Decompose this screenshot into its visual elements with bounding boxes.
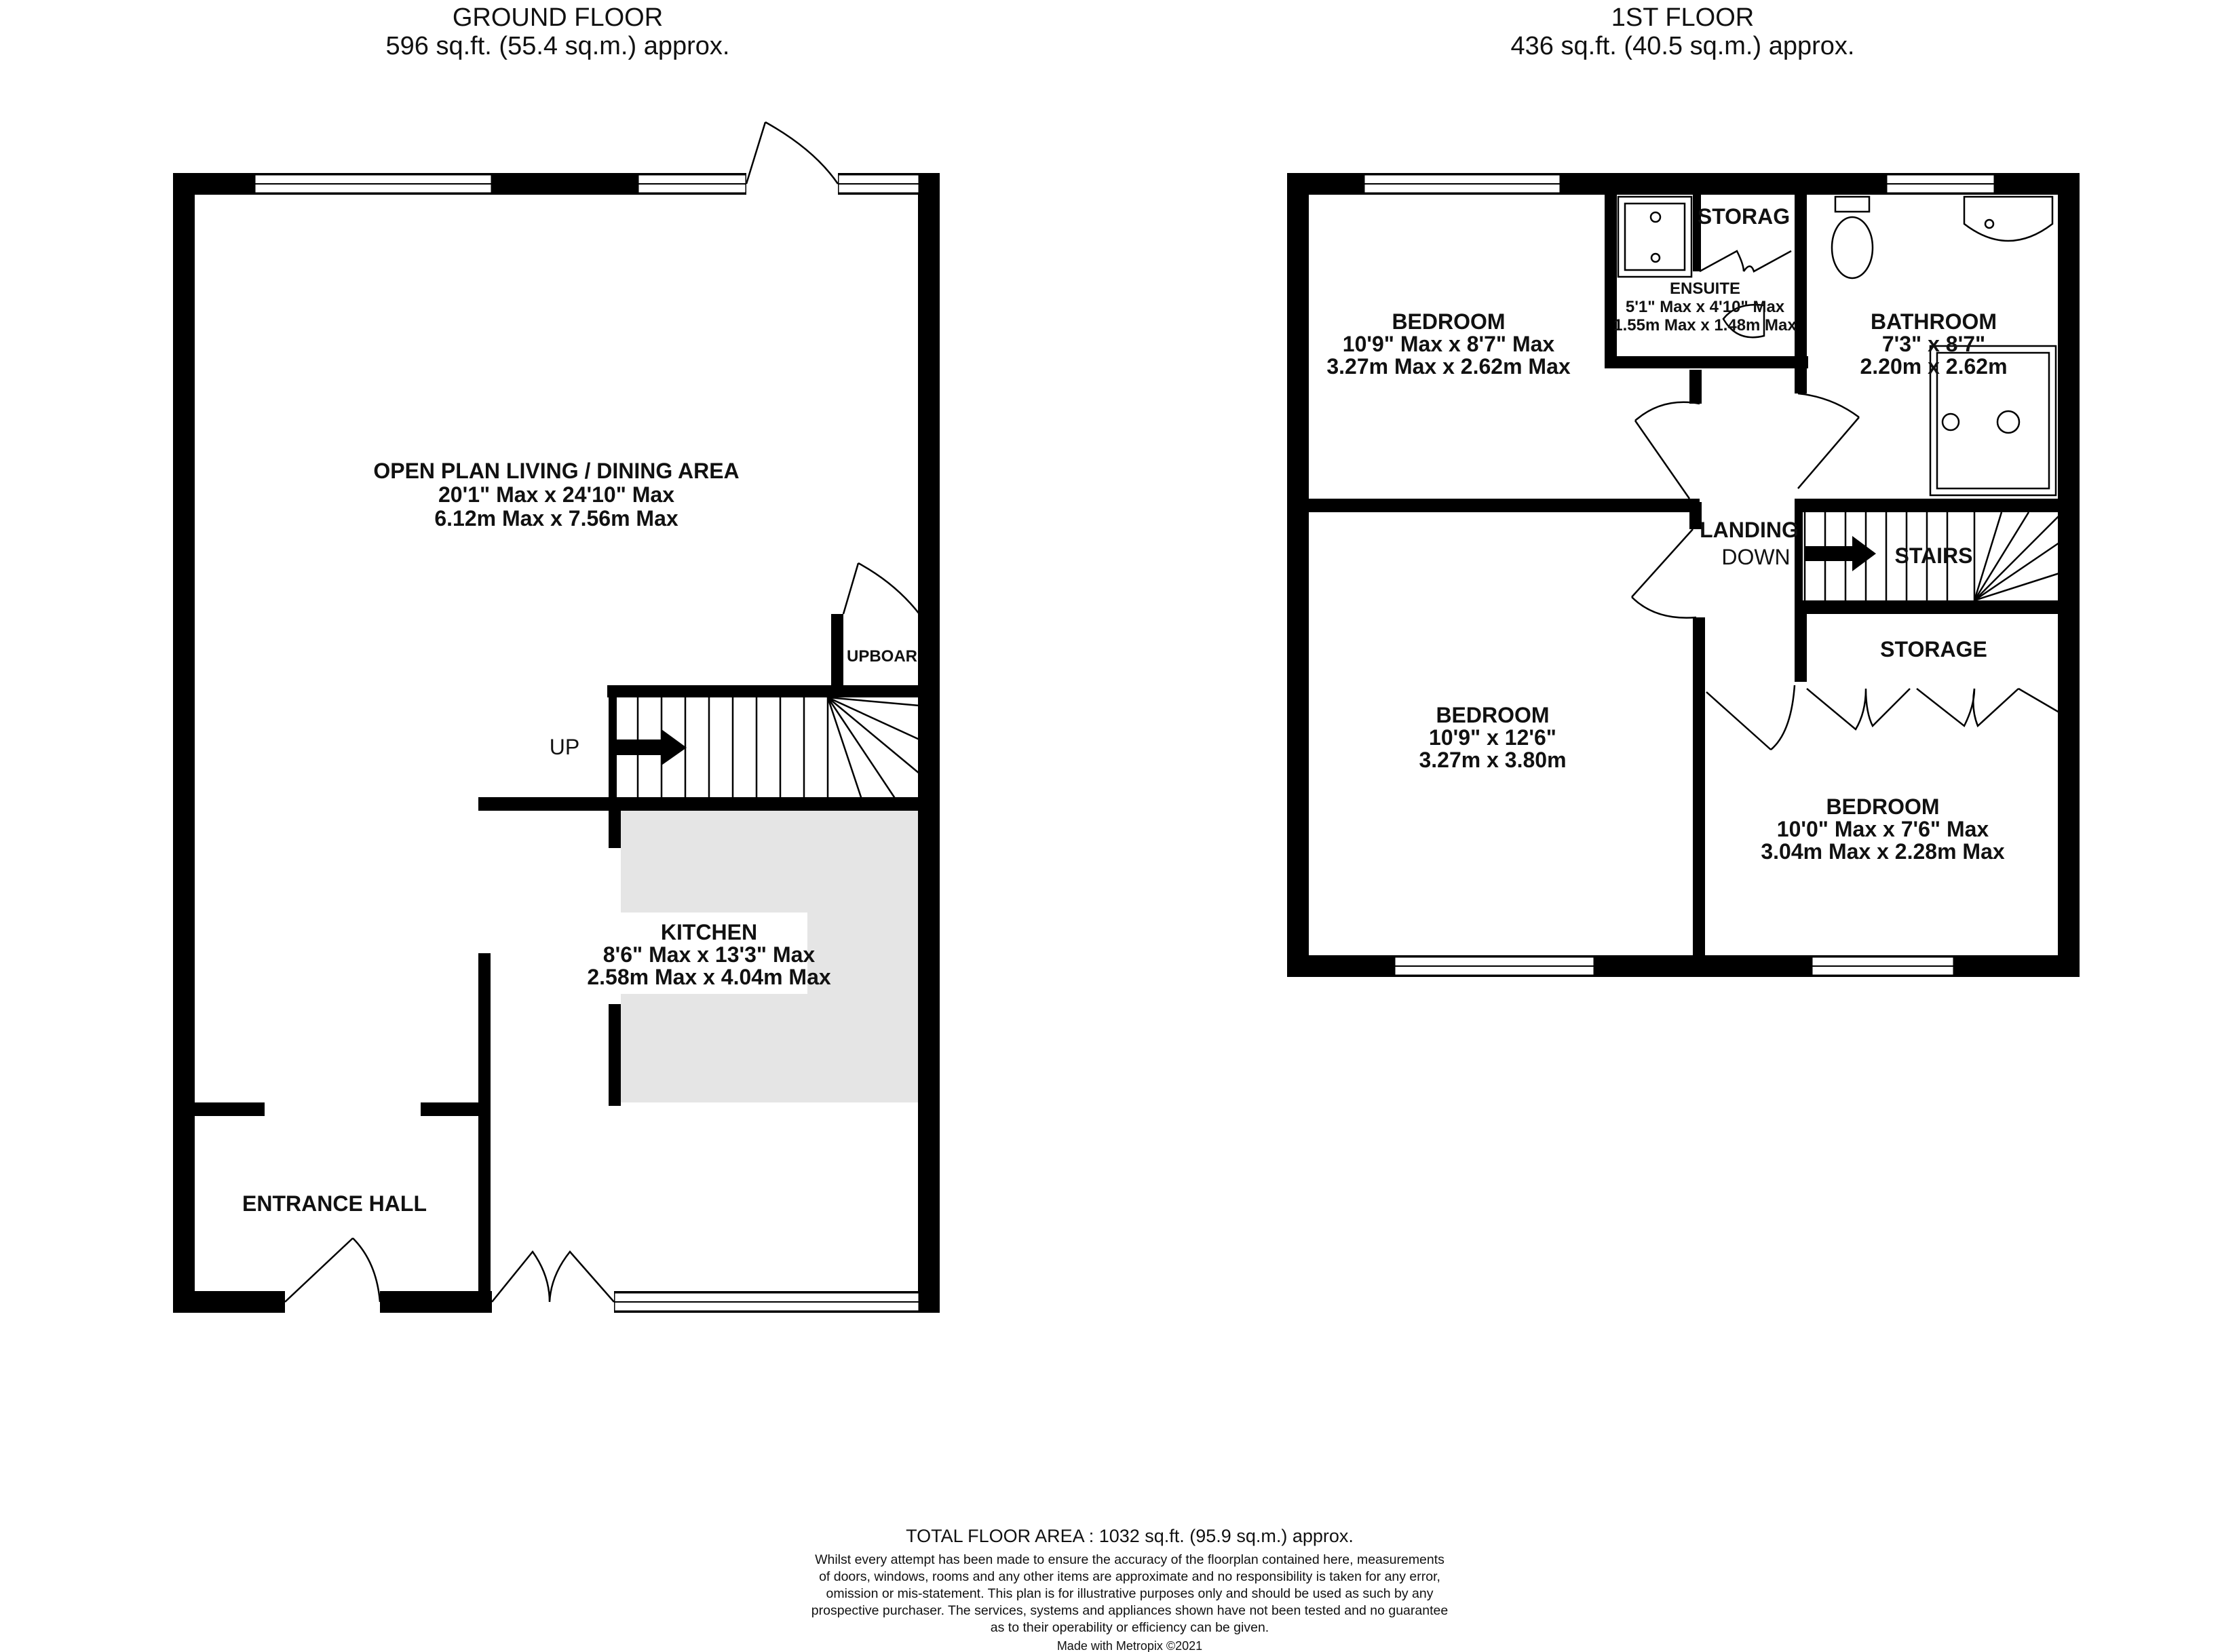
landing-down: DOWN (1721, 545, 1791, 569)
gf-hall-wall-top-left (193, 1102, 265, 1116)
ff-bedroom-divider (1306, 499, 1700, 512)
bedroom2-imperial: 10'9" x 12'6" (1429, 725, 1556, 750)
ff-landing-wall-left-top (1689, 370, 1702, 404)
ff-bedroom2-door (1632, 529, 1696, 618)
gf-stairs-up-label: UP (549, 735, 580, 759)
gf-area: 596 sq.ft. (55.4 sq.m.) approx. (385, 32, 730, 60)
bathroom-name: BATHROOM (1870, 309, 1997, 334)
ff-bathroom-sink (1964, 197, 2052, 241)
ff-bathroom-wall-bottom (1801, 499, 2073, 512)
disclaimer-line-3: omission or mis-statement. This plan is for illustrative purposes only and should be used as such by any (826, 1586, 1434, 1601)
kitchen-name: KITCHEN (660, 920, 758, 944)
gf-kitchen-wall-left (609, 804, 621, 848)
total-floor-area: TOTAL FLOOR AREA : 1032 sq.ft. (95.9 sq.m.) approx. (906, 1526, 1354, 1546)
gf-title: GROUND FLOOR (452, 3, 664, 32)
gf-stair-wall-top (607, 685, 923, 697)
metropix-credit: Made with Metropix ©2021 (1056, 1639, 1203, 1652)
bathroom-imperial: 7'3" x 8'7" (1881, 332, 1986, 356)
ff-storage-wall-left (1795, 604, 1807, 682)
ensuite-metric: 1.55m Max x 1.48m Max (1613, 316, 1797, 334)
kitchen-imperial: 8'6" Max x 13'3" Max (602, 942, 816, 967)
ff-bathroom-wall-left (1795, 190, 1807, 393)
ff-ensuite-storage-divider (1693, 190, 1701, 271)
storage-top-name: STORAG (1697, 204, 1791, 229)
storage-name: STORAGE (1880, 637, 1987, 661)
ff-stairs-post (1795, 499, 1803, 600)
hall-name: ENTRANCE HALL (242, 1191, 427, 1216)
disclaimer-line-2: of doors, windows, rooms and any other items are approximate and no responsibility is taken for any error, (819, 1569, 1440, 1584)
gf-hall-wall-right (478, 953, 491, 1299)
gf-right-wall (918, 173, 940, 1313)
ff-ensuite-wall-left (1605, 190, 1617, 366)
ff-storage-doors (1807, 689, 2059, 729)
kitchen-metric: 2.58m Max x 4.04m Max (587, 965, 831, 989)
ground-floor-plan (173, 122, 940, 1314)
gf-stair-arrow (614, 729, 687, 765)
bedroom1-imperial: 10'9" Max x 8'7" Max (1342, 332, 1555, 356)
bedroom1-name: BEDROOM (1392, 309, 1506, 334)
gf-left-wall (173, 173, 195, 1313)
ff-bedroom1-door (1635, 402, 1700, 499)
bathroom-metric: 2.20m x 2.62m (1860, 354, 2008, 379)
ff-title: 1ST FLOOR (1611, 3, 1755, 32)
ff-left-wall (1287, 173, 1309, 977)
ensuite-imperial: 5'1" Max x 4'10" Max (1625, 298, 1785, 316)
ff-bedroom3-door (1706, 685, 1795, 750)
ff-storage-top-doors (1700, 251, 1791, 271)
disclaimer-line-5: as to their operability or efficiency can be given. (990, 1620, 1269, 1635)
ensuite-name: ENSUITE (1669, 280, 1741, 298)
living-metric: 6.12m Max x 7.56m Max (434, 506, 678, 531)
living-name: OPEN PLAN LIVING / DINING AREA (373, 459, 740, 483)
ff-bathroom-door (1798, 393, 1859, 488)
cupboard-name: UPBOAR (846, 647, 918, 666)
bedroom2-metric: 3.27m x 3.80m (1419, 748, 1567, 772)
bedroom3-imperial: 10'0" Max x 7'6" Max (1776, 817, 1989, 841)
disclaimer-line-1: Whilst every attempt has been made to ensure the accuracy of the floorplan contained here, measurements (815, 1552, 1444, 1567)
bedroom3-metric: 3.04m Max x 2.28m Max (1761, 839, 2005, 864)
ff-storage-wall-top (1795, 600, 2073, 614)
gf-hall-wall-top-right (421, 1102, 489, 1116)
bedroom1-metric: 3.27m Max x 2.62m Max (1326, 354, 1571, 379)
gf-stair-wall-bottom (478, 797, 923, 811)
ff-ensuite-wall-bottom (1605, 356, 1808, 368)
stairs-name: STAIRS (1894, 543, 1973, 568)
bedroom2-name: BEDROOM (1436, 703, 1550, 727)
ff-right-wall (2058, 173, 2080, 977)
ff-ensuite-shower (1618, 197, 1691, 277)
landing-name: LANDING (1700, 518, 1799, 542)
gf-cupboard-door (843, 563, 919, 614)
living-imperial: 20'1" Max x 24'10" Max (438, 482, 674, 507)
ff-landing-wall-left-low (1693, 617, 1705, 963)
ff-area: 436 sq.ft. (40.5 sq.m.) approx. (1510, 32, 1855, 60)
gf-kitchen-wall-left-lower (609, 1004, 621, 1106)
bedroom3-name: BEDROOM (1826, 794, 1940, 819)
ff-bathroom-toilet (1832, 217, 1873, 278)
disclaimer-line-4: prospective purchaser. The services, systems and appliances shown have not been tested and no guarantee (811, 1603, 1449, 1618)
gf-cupboard-wall (831, 614, 843, 689)
